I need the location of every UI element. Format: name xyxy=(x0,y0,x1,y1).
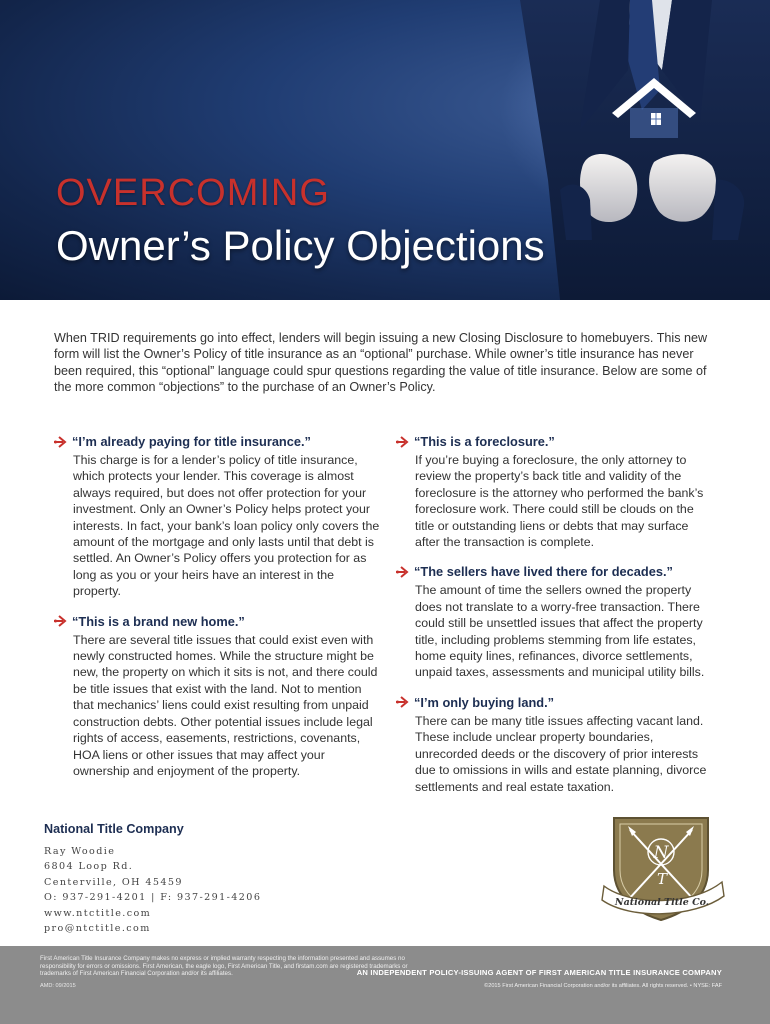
hero-banner xyxy=(0,0,770,300)
objection-heading xyxy=(54,614,384,629)
contact-city: Centerville, OH 45459 xyxy=(44,876,183,888)
objection-body: If you’re buying a foreclosure, the only attorney to review the property’s back title and validity of the foreclosure is the attorney who performed the bank’s foreclosure work. There could still be clouds on the title or outstanding liens or debts that may surface after the transaction is complete. xyxy=(415,453,704,550)
objections-left-column xyxy=(54,434,384,793)
contact-name: Ray Woodie xyxy=(44,846,116,857)
objection-heading-text: “I’m already paying for title insurance.” xyxy=(72,434,311,449)
objection-item xyxy=(396,695,716,795)
logo-banner-text: National Title Co. xyxy=(614,897,710,908)
objection-item xyxy=(54,434,384,600)
objection-item xyxy=(396,564,716,680)
objection-body: This charge is for a lender’s policy of title insurance, which protects your lender. This coverage is almost always required, but does not offer protection for your investment. Only an Owner’s Policy helps protect your interests. In fact, your bank’s loan policy only covers the amount of the mortgage and only lasts until that debt is settled. An Owner’s Policy offers you protection for as long as you or your heirs have an interest in the property. xyxy=(73,453,380,599)
objections-right-column xyxy=(396,434,716,809)
objection-item xyxy=(396,434,716,550)
national-title-logo xyxy=(600,812,730,924)
objection-item xyxy=(54,614,384,780)
objection-body: The amount of time the sellers owned the property does not translate to a worry-free transaction. There could still be unsettled issues that affect the property title, including problems stemming from life estates, home equity lines, refinances, divorce settlements, unpaid taxes, assessments and municipal utility bills. xyxy=(415,583,705,680)
intro-paragraph: When TRID requirements go into effect, lenders will begin issuing a new Closing Disclosure to homebuyers. This new form will list the Owner’s Policy of title insurance as an “optional” purchase. While owner’s title insurance has never been required, this “optional” language could spur questions regarding the value of title insurance. Below are some of the more common “objections” to the purchase of an Owner’s Policy. xyxy=(54,331,708,395)
contact-phones: O: 937-291-4201 | F: 937-291-4206 xyxy=(44,892,262,904)
objection-heading-text: “I’m only buying land.” xyxy=(414,694,555,710)
red-arrow-icon xyxy=(54,436,68,448)
objection-heading-text: “This is a brand new home.” xyxy=(72,613,245,629)
footer-copyright: ©2015 First American Financial Corporation and/or its affiliates. All rights reserved. • NYSE: FAF xyxy=(484,983,722,989)
objection-heading xyxy=(396,695,716,710)
objection-heading-text: “This is a foreclosure.” xyxy=(414,434,555,449)
contact-block xyxy=(44,822,261,936)
objection-heading xyxy=(54,434,384,449)
contact-website-link[interactable]: www.ntctitle.com xyxy=(44,907,152,919)
red-arrow-icon xyxy=(396,566,410,578)
footer-disclaimer: First American Title Insurance Company makes no express or implied warranty respecting the information presented and assumes no responsibility for errors or omissions. First American, the eagle logo, First American Title, and firstam.com are registered trademarks or trademarks of First American Financial Corporation and/or its affiliates. xyxy=(40,955,408,978)
company-name: National Title Company xyxy=(44,822,184,836)
footer-agent-line: AN INDEPENDENT POLICY-ISSUING AGENT OF FIRST AMERICAN TITLE INSURANCE COMPANY xyxy=(356,968,722,977)
contact-street: 6804 Loop Rd. xyxy=(44,861,134,873)
footer xyxy=(0,946,770,1024)
logo-monogram-top: N xyxy=(653,843,669,863)
page-title: Owner’s Policy Objections xyxy=(56,222,545,269)
footer-doc-code: AMD: 09/2015 xyxy=(40,983,76,989)
objection-heading xyxy=(396,434,716,449)
contact-email-link[interactable]: pro@ntctitle.com xyxy=(44,923,151,935)
logo-monogram-bottom: T xyxy=(656,870,668,888)
objection-heading-text: “The sellers have lived there for decades.” xyxy=(414,564,673,580)
red-arrow-icon xyxy=(396,696,410,708)
objection-body: There are several title issues that could exist even with newly constructed homes. While the structure might be new, the property on which it sits is not, and there could be title issues that exist with the land. Not to mention that mechanics’ liens could exist resulting from unpaid construction debts. Other potential issues include legal rights of access, easements, restrictions, covenants, HOA liens or other issues that may affect your ownership and enjoyment of the property. xyxy=(73,632,378,778)
red-arrow-icon xyxy=(396,436,410,448)
hero-kicker: OVERCOMING xyxy=(56,172,330,214)
objection-heading xyxy=(396,564,716,579)
red-arrow-icon xyxy=(54,615,68,627)
objection-body: There can be many title issues affecting vacant land. These include unclear property boundaries, unrecorded deeds or the discovery of prior interests due to omissions in wills and estate planning, divorce settlements and real estate taxation. xyxy=(415,713,707,794)
